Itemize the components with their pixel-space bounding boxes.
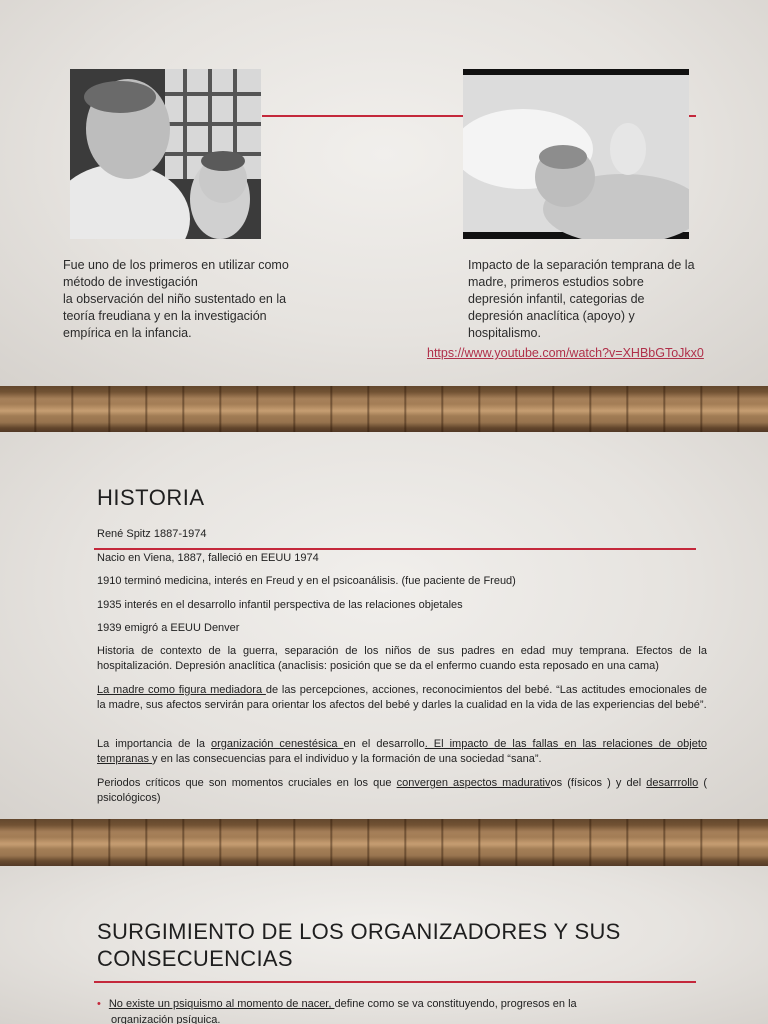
underlined-phrase: organización cenestésica xyxy=(211,738,344,750)
caption-right xyxy=(468,257,718,342)
text-line: René Spitz 1887-1974 xyxy=(97,528,207,540)
slide-title-line: CONSECUENCIAS xyxy=(97,946,293,971)
underlined-phrase: No existe un psiquismo al momento de nacer, xyxy=(108,998,335,1010)
paragraph-text: de las percepciones, acciones, reconocimientos del bebé. “Las actitudes emocionales de la madre, sus afectos servirán para orientar los afectos del bebé y darles la cualidad en la vida de las experiencias del bebé”. xyxy=(97,684,707,711)
accent-line xyxy=(94,548,696,550)
bullet-item xyxy=(97,996,707,1024)
slide-title-line: SURGIMIENTO DE LOS ORGANIZADORES Y SUS xyxy=(97,919,621,944)
caption-right-line: madre, primeros estudios sobre xyxy=(468,275,644,289)
bullet-icon: • xyxy=(97,998,101,1010)
wood-floor-divider xyxy=(0,386,768,432)
slide-title xyxy=(97,918,677,972)
bullet-text: define como se va constituyendo, progresos en la xyxy=(334,998,577,1010)
photo-infant-in-crib xyxy=(463,69,689,239)
wood-floor-divider xyxy=(0,819,768,866)
accent-line xyxy=(94,981,696,983)
underlined-phrase: convergen aspectos madurativ xyxy=(396,777,551,789)
text-line: 1910 terminó medicina, interés en Freud y en el psicoanálisis. (fue paciente de Freud) xyxy=(97,575,516,587)
paragraph-text: os (físicos ) y del xyxy=(550,777,647,789)
caption-right-line: depresión infantil, categorias de xyxy=(468,292,645,306)
text-line: 1939 emigró a EEUU Denver xyxy=(97,622,240,634)
paragraph-madre xyxy=(97,683,707,713)
paragraph-text: y en las consecuencias para el individuo y la formación de una sociedad “sana”. xyxy=(152,753,542,765)
caption-left-line: método de investigación xyxy=(63,275,198,289)
bullet-text-line2: organización psíquica. xyxy=(111,1014,221,1024)
youtube-link[interactable]: https://www.youtube.com/watch?v=XHBbGToJkx0 xyxy=(427,346,704,360)
caption-right-line: hospitalismo. xyxy=(468,326,541,340)
paragraph-text: Periodos críticos que son momentos cruciales en los que xyxy=(97,777,397,789)
paragraph-organizacion xyxy=(97,737,707,767)
caption-left-line: la observación del niño sustentado en la xyxy=(63,292,287,306)
slide-2 xyxy=(0,432,768,819)
paragraph-periodos xyxy=(97,776,707,806)
caption-left-line: Fue uno de los primeros en utilizar como xyxy=(63,258,289,272)
underlined-phrase: . El impacto de las fallas en las relaciones de objeto tempranas xyxy=(97,738,707,765)
caption-left-line: empírica en la infancia. xyxy=(63,326,192,340)
caption-right-line: depresión anaclítica (apoyo) y xyxy=(468,309,635,323)
slide-title: HISTORIA xyxy=(97,485,205,510)
caption-left-line: teoría freudiana y en la investigación xyxy=(63,309,267,323)
caption-left xyxy=(63,257,323,342)
text-line: Nacio en Viena, 1887, falleció en EEUU 1974 xyxy=(97,552,319,564)
underlined-phrase: desarrrollo xyxy=(646,777,699,789)
paragraph-text: ( psicológicos) xyxy=(97,777,707,804)
slide-1 xyxy=(0,0,768,386)
paragraph-text: La importancia de la xyxy=(97,738,212,750)
photo-spitz-with-child xyxy=(70,69,261,239)
underlined-phrase: La madre como figura mediadora xyxy=(97,684,266,696)
paragraph-text: en el desarrollo xyxy=(343,738,425,750)
slide-3 xyxy=(0,866,768,1024)
text-paragraph: Historia de contexto de la guerra, separación de los niños de sus padres en edad muy temprana. Efectos de la hospitalización. Depresión anaclítica (anaclisis: posición que se da el enfermo cuando esta reposado en una cama) xyxy=(97,645,707,672)
caption-right-line: Impacto de la separación temprana de la xyxy=(468,258,695,272)
text-line: 1935 interés en el desarrollo infantil perspectiva de las relaciones objetales xyxy=(97,599,463,611)
